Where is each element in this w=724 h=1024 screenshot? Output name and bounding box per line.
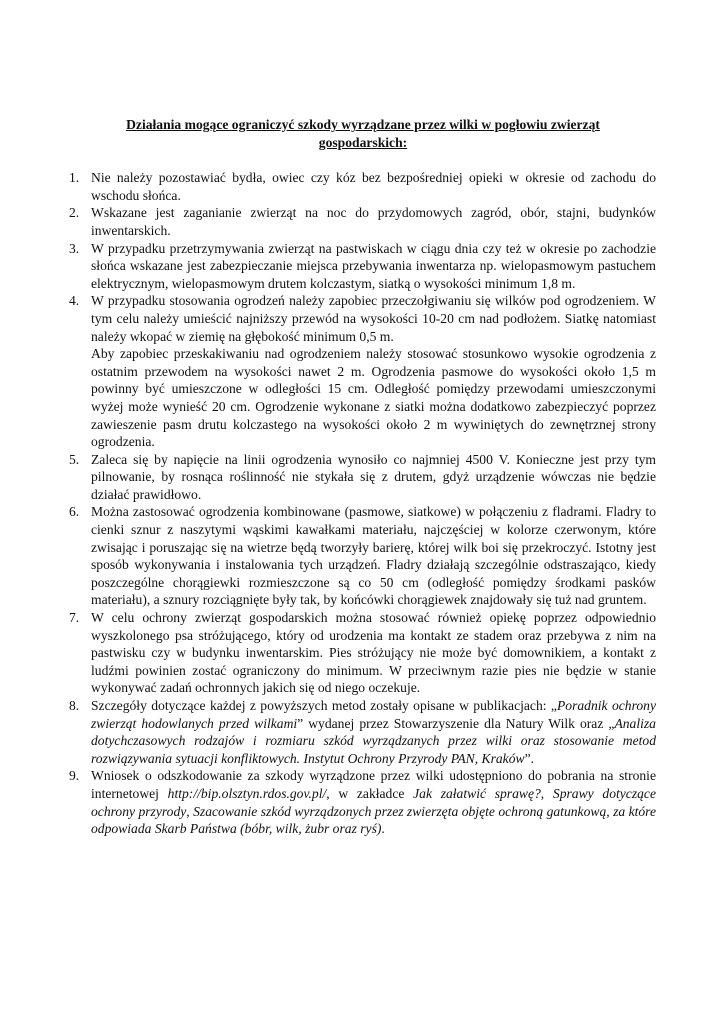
list-item-2 [70, 204, 656, 239]
list-item-9 [70, 767, 656, 837]
item-number: 7. [69, 610, 80, 626]
item-number: 4. [69, 293, 80, 309]
item-text: Nie należy pozostawiać bydła, owiec czy kóz bez bezpośredniej opieki w okresie od zachodu do wschodu słońca. [91, 170, 656, 203]
text-segment: Wniosek o odszkodowanie za szkody wyrządzone przez wilki udostępniono do pobrania na stronie internetowej [91, 768, 656, 801]
list-item-6 [70, 503, 656, 609]
publication-title-pan: Analiza dotychczasowych rodzajów i rozmiaru szkód wyrządzanych przez wilki oraz stosowanie metod rozwiązywania sytuacji konfliktowych. Instytut Ochrony Przyrody PAN, Kraków [91, 715, 656, 766]
list-item-5 [70, 451, 656, 504]
item-text: W przypadku przetrzymywania zwierząt na pastwiskach w ciągu dnia czy też w okresie po zachodzie słońca wskazane jest zabezpieczanie miejsca przebywania inwentarza np. wielopasmowym pastuchem elektrycznym, wielopasmowym drutem kolczastym, siatką o wysokości minimum 1,8 m. [91, 240, 656, 291]
list-item-4 [70, 292, 656, 450]
section-name: Sprawy dotyczące ochrony przyrody [91, 785, 656, 819]
text-segment: ” wydanej przez Stowarzyszenie dla Natury Wilk oraz „ [297, 715, 615, 731]
item-text: W przypadku stosowania ogrodzeń należy zapobiec przeczołgiwaniu się wilków pod ogrodzeniem. W tym celu należy umieścić najniższy przewód na wysokości 10-20 cm nad podłożem. Siatkę natomiast należy wkopać w ziemię na głębokość minimum 0,5 m. [91, 293, 656, 344]
item-text: Zaleca się by napięcie na linii ogrodzenia wynosiło co najmniej 4500 V. Konieczne jest przy tym pilnowanie, by rosnąca roślinność nie stykała się z drutem, gdyż urządzenie wówczas nie będzie działać prawidłowo. [91, 451, 656, 502]
item-number: 8. [69, 698, 80, 713]
item-number: 1. [69, 170, 80, 186]
item-text: Wskazane jest zaganianie zwierząt na noc do przydomowych zagród, obór, stajni, budynków inwentarskich. [91, 205, 656, 238]
text-segment: , [540, 785, 553, 801]
document-name: Szacowanie szkód wyrządzonych przez zwierzęta objęte ochroną gatunkową, za które odpowiada Skarb Państwa (bóbr, wilk, żubr oraz ryś) [91, 803, 657, 837]
item-text: Można zastosować ogrodzenia kombinowane (pasmowe, siatkowe) w połączeniu z fladrami. Fladry to cienki sznur z naszytymi wąskimi kawałkami materiału, najczęściej w kolorze czerwonym, które zwisając i poruszając się na wietrze będą tworzyły barierę, której wilk boi się przekroczyć. Istotny jest sposób wykonywania i instalowania tych urządzeń. Fladry działają szczególnie odstraszająco, kiedy poszczególne chorągiewki rozmieszczone są co 50 cm (odległość pomiędzy środkami pasków materiału), a sznury rozciągnięte były tak, by końcówki chorągiewek znajdowały się tuż nad gruntem. [91, 504, 656, 608]
item-number: 9. [69, 768, 80, 784]
text-segment: . [381, 821, 385, 837]
list-item-8 [70, 697, 656, 767]
item-number: 3. [69, 240, 80, 256]
text-segment: , w zakładce [326, 785, 414, 801]
item-text: W celu ochrony zwierząt gospodarskich można stosować również opiekę poprzez odpowiednio wyszkolonego psa stróżującego, który od urodzenia ma kontakt ze stadem oraz przebywa z nim na pastwisku czy w budynku inwentarskim. Pies stróżujący nie może być domownikiem, a kontakt z ludźmi powinien zostać ograniczony do minimum. W przeciwnym razie pies nie będzie w stanie wykonywać zadań ochronnych jakich się od niego oczekuje. [91, 610, 656, 696]
item-number: 5. [69, 451, 80, 467]
list-item-1 [70, 169, 656, 204]
bip-url-link[interactable]: http://bip.olsztyn.rdos.gov.pl/ [167, 785, 327, 801]
publication-title-wilk: Poradnik ochrony zwierząt hodowlanych przed wilkami [91, 698, 656, 731]
item-number: 2. [69, 205, 80, 221]
item-text-continued: Aby zapobiec przeskakiwaniu nad ogrodzeniem należy stosować stosunkowo wysokie ogrodzenia z ostatnim przewodem na wysokości nawet 2 m. Ogrodzenia pasmowe do wysokości około 1,5 m powinny być umieszczone w odległości 15 cm. Odległość pomiędzy przewodami umieszczonymi wyżej może wynieść 20 cm. Ogrodzenie wykonane z siatki można dodatkowo zabezpieczyć poprzez zawieszenie pasm drutu kolczastego na wysokości około 2 m wywiniętych do zewnętrznej strony ogrodzenia. [91, 346, 656, 450]
item-text [91, 697, 656, 767]
text-segment: ”. [524, 750, 535, 766]
document-title: Działania mogące ograniczyć szkody wyrządzane przez wilki w pogłowiu zwierząt gospodarskich: [126, 117, 600, 150]
measures-list [70, 169, 656, 838]
text-segment: , [186, 803, 194, 819]
list-item-7 [70, 609, 656, 697]
item-number: 6. [69, 504, 80, 520]
list-item-3 [70, 240, 656, 293]
text-segment: Szczegóły dotyczące każdej z powyższych metod zostały opisane w publikacjach: „ [91, 698, 557, 713]
tab-name: Jak załatwić sprawę? [413, 785, 541, 801]
item-text [91, 767, 656, 837]
